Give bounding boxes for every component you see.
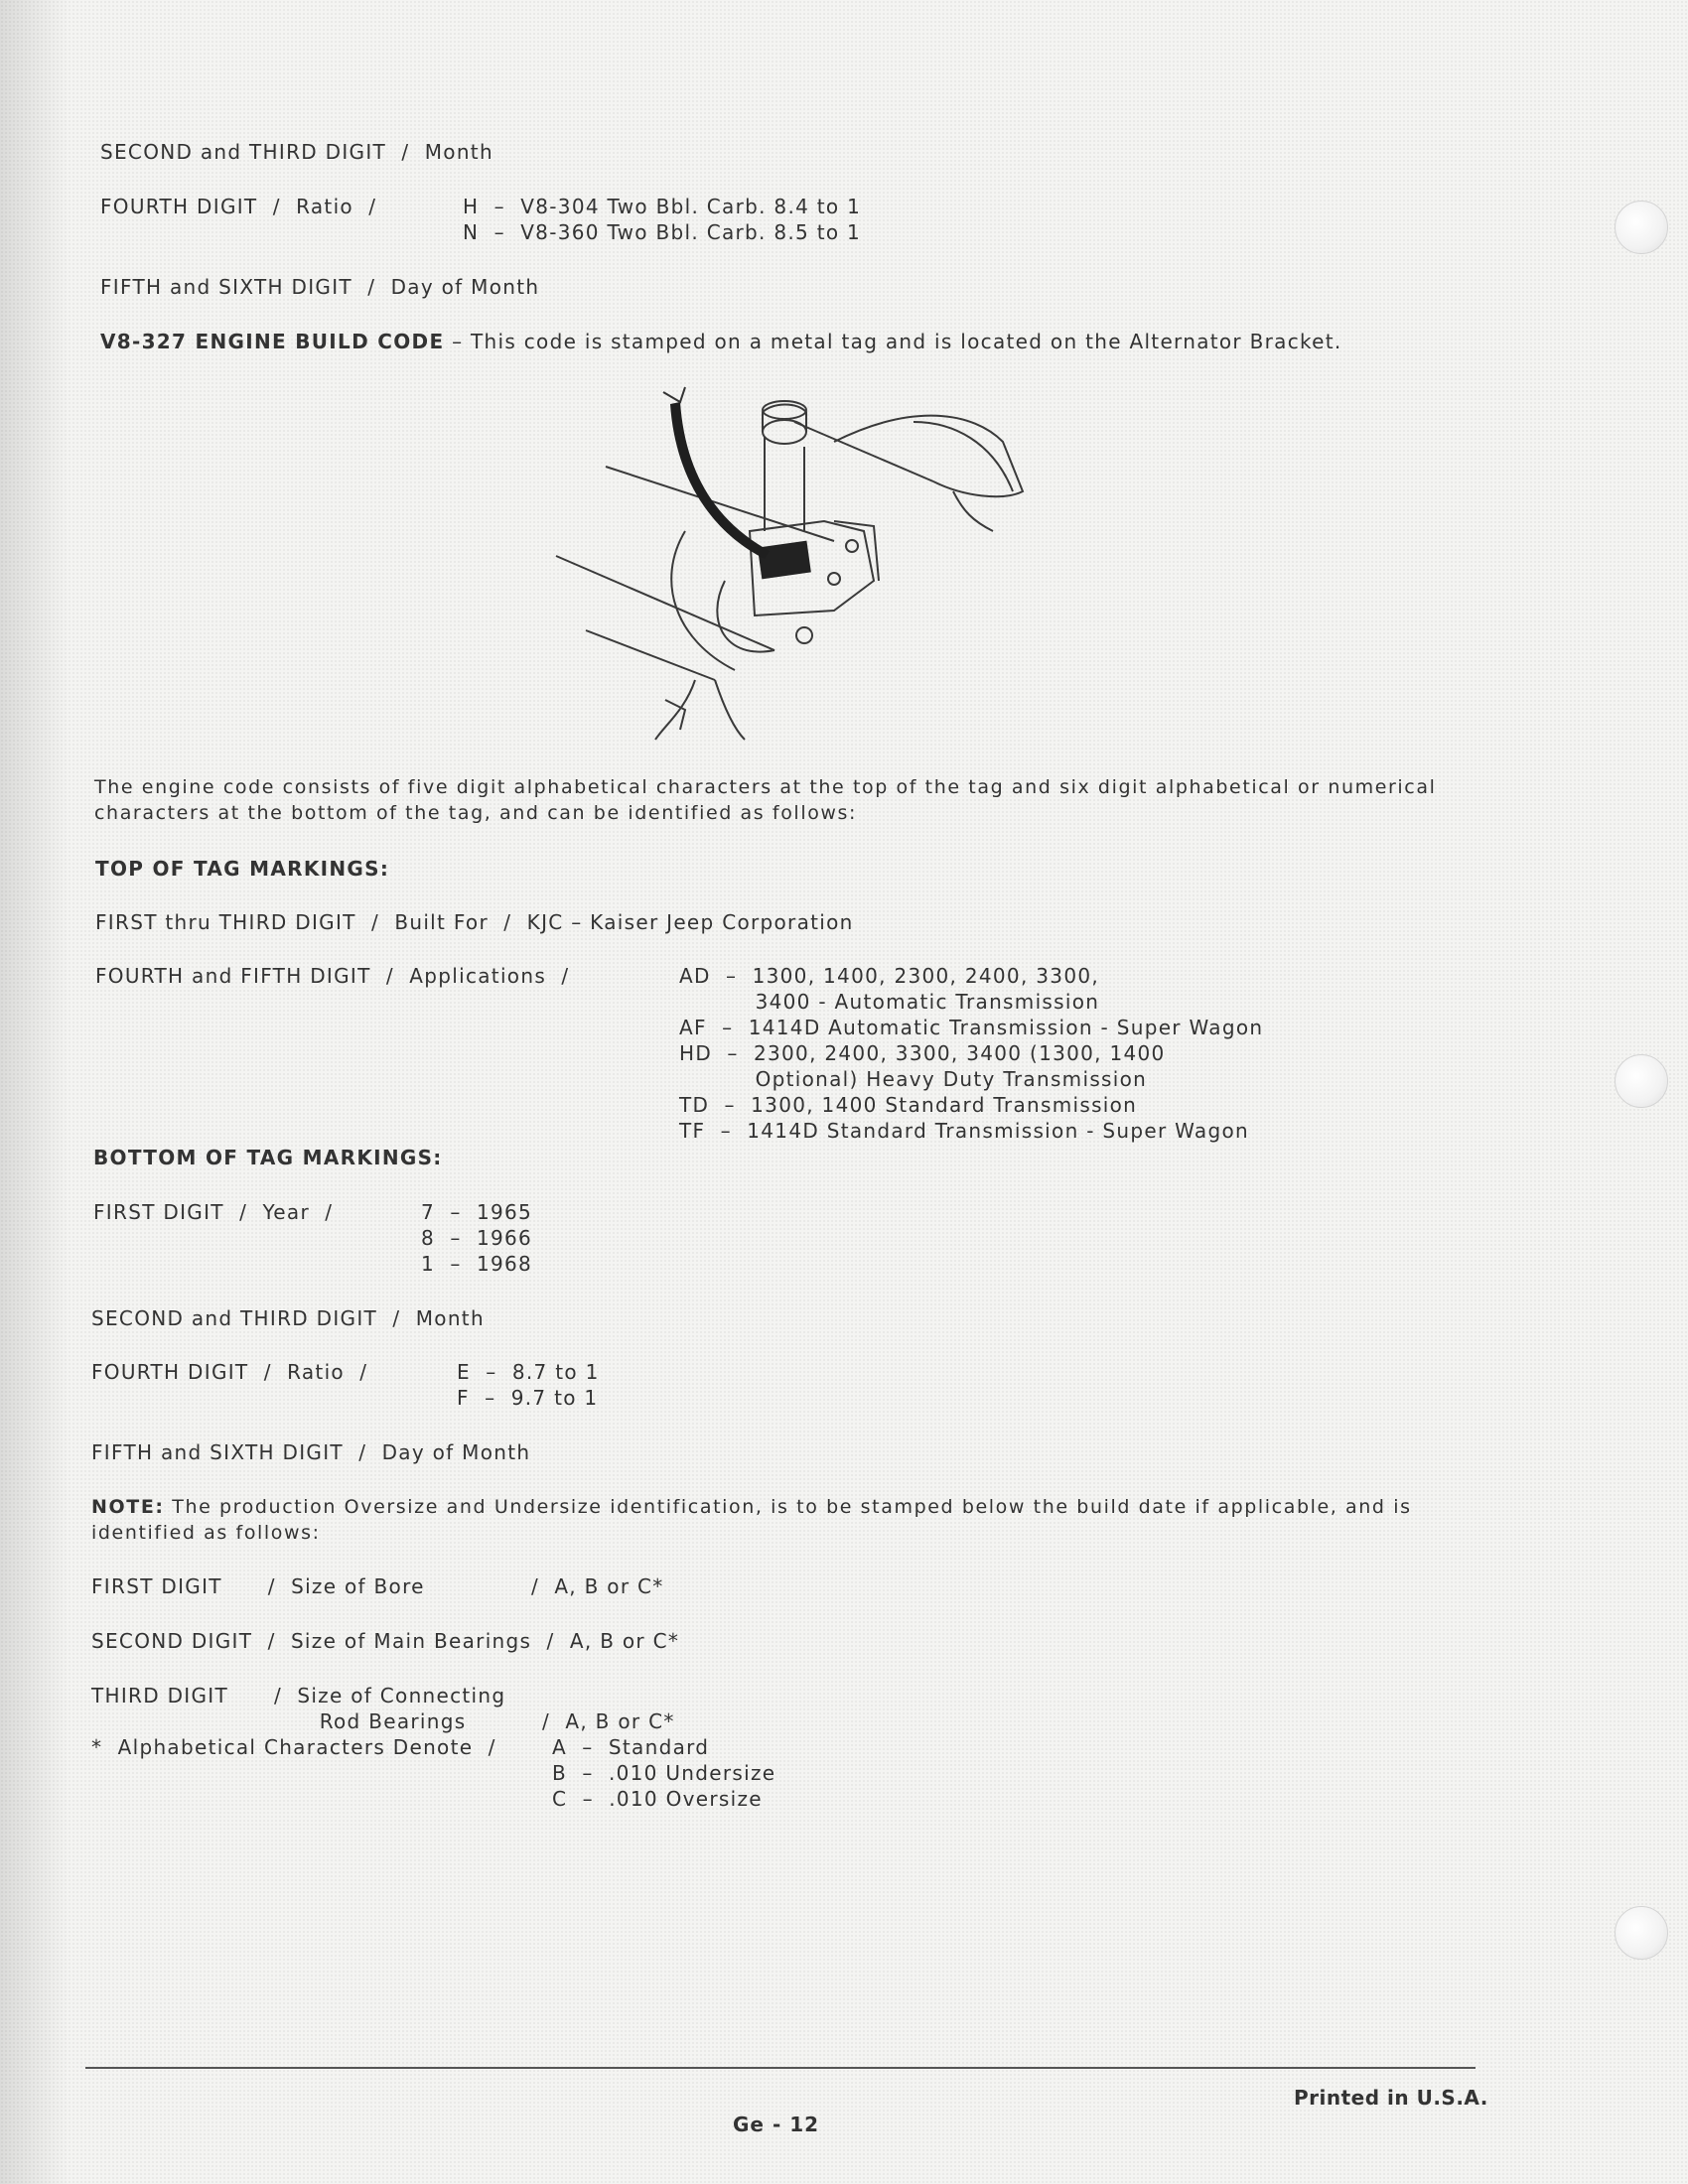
build-code-text: – This code is stamped on a metal tag and is located on the Alternator Bracket. [444, 330, 1342, 353]
application-line: HD – 2300, 2400, 3300, 3400 (1300, 1400 [679, 1041, 1166, 1065]
build-code-line [100, 329, 1342, 354]
application-line: AD – 1300, 1400, 2300, 2400, 3300, [679, 964, 1100, 988]
application-line: Optional) Heavy Duty Transmission [679, 1067, 1148, 1091]
second-third-digit-line: SECOND and THIRD DIGIT / Month [100, 140, 493, 164]
note-paragraph [91, 1494, 1481, 1546]
fourth-digit-label: FOURTH DIGIT / Ratio / [100, 195, 377, 218]
first-digit-bore-line: FIRST DIGIT / Size of Bore / A, B or C* [91, 1574, 664, 1598]
alternator-bracket-illustration [536, 382, 1033, 750]
engine-code-paragraph: The engine code consists of five digit alphabetical characters at the top of the tag and six digit alphabetical or numerical characters at the bottom of the tag, and can be identified as follows: [94, 776, 1437, 824]
application-line: 3400 - Automatic Transmission [679, 990, 1100, 1014]
ratio-line: F – 9.7 to 1 [457, 1386, 599, 1410]
second-third-digit-line: SECOND and THIRD DIGIT / Month [91, 1306, 485, 1330]
third-digit-connecting-line: THIRD DIGIT / Size of Connecting [91, 1684, 506, 1707]
second-digit-main-bearings-line: SECOND DIGIT / Size of Main Bearings / A, B or C* [91, 1629, 680, 1653]
first-thru-third-digit-line: FIRST thru THIRD DIGIT / Built For / KJC – Kaiser Jeep Corporation [95, 910, 854, 934]
application-line: TD – 1300, 1400 Standard Transmission [679, 1093, 1138, 1117]
binder-hole-icon [1615, 1054, 1668, 1108]
application-line: AF – 1414D Automatic Transmission - Super Wagon [679, 1016, 1264, 1039]
application-line: TF – 1414D Standard Transmission - Super Wagon [679, 1119, 1249, 1143]
bottom-of-tag-heading: BOTTOM OF TAG MARKINGS: [93, 1146, 443, 1169]
metal-tag [758, 541, 811, 580]
year-line: 1 – 1968 [421, 1252, 533, 1276]
first-digit-year-label: FIRST DIGIT / Year / [93, 1200, 334, 1224]
ratio-line-n: N – V8-360 Two Bbl. Carb. 8.5 to 1 [463, 220, 862, 244]
binder-hole-icon [1615, 1906, 1668, 1960]
fifth-sixth-digit-line: FIFTH and SIXTH DIGIT / Day of Month [100, 275, 540, 299]
binder-hole-icon [1615, 201, 1668, 254]
page-edge-shadow [0, 0, 70, 2184]
rod-bearings-line: Rod Bearings / A, B or C* [91, 1709, 675, 1733]
denote-line: A – Standard [552, 1735, 710, 1759]
denote-line: B – .010 Undersize [552, 1761, 776, 1785]
note-text: The production Oversize and Undersize identification, is to be stamped below the build date if applicable, and is identified as follows: [91, 1496, 1412, 1544]
printed-in-usa: Printed in U.S.A. [1294, 2086, 1488, 2110]
footnote-label: * Alphabetical Characters Denote / [91, 1735, 496, 1759]
year-line: 7 – 1965 [421, 1200, 533, 1224]
denote-line: C – .010 Oversize [552, 1787, 763, 1811]
footer-rule [85, 2067, 1476, 2069]
year-line: 8 – 1966 [421, 1226, 533, 1250]
build-code-heading: V8-327 ENGINE BUILD CODE [100, 330, 445, 353]
ratio-line: E – 8.7 to 1 [457, 1360, 600, 1384]
top-of-tag-heading: TOP OF TAG MARKINGS: [95, 857, 390, 881]
fifth-sixth-digit-line: FIFTH and SIXTH DIGIT / Day of Month [91, 1440, 531, 1464]
fourth-digit-ratio-label: FOURTH DIGIT / Ratio / [91, 1360, 368, 1384]
page-number: Ge - 12 [733, 2113, 820, 2136]
fourth-fifth-digit-label: FOURTH and FIFTH DIGIT / Applications / [95, 964, 570, 988]
note-label: NOTE: [91, 1496, 165, 1518]
ratio-line-h: H – V8-304 Two Bbl. Carb. 8.4 to 1 [463, 195, 862, 218]
